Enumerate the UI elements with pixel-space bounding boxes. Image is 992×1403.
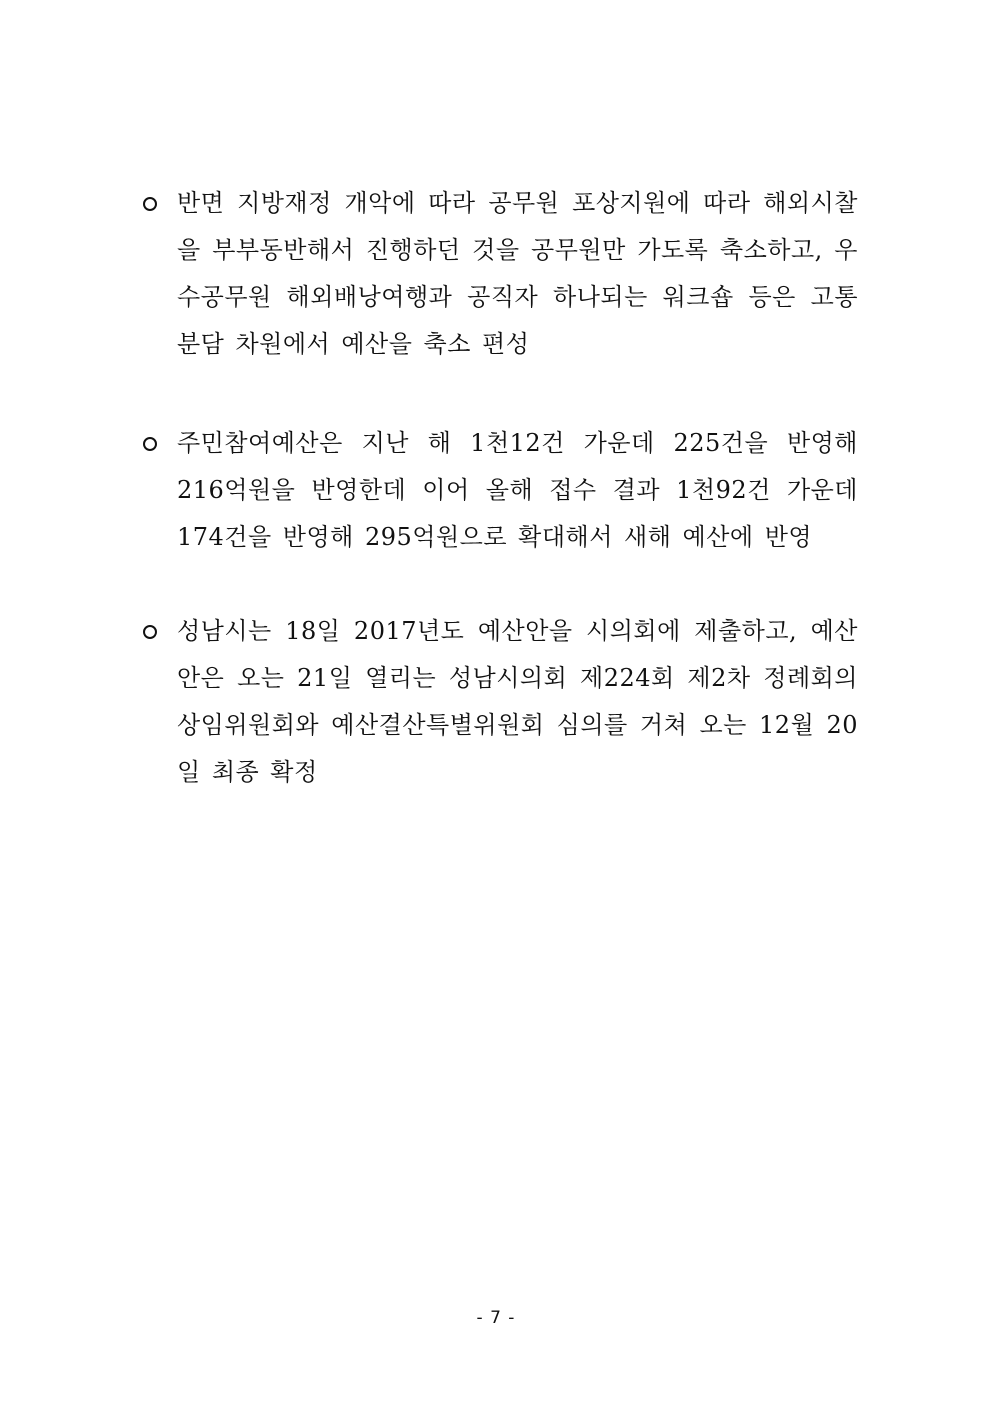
bullet-text: 주민참여예산은 지난 해 1천12건 가운데 225건을 반영해 216억원을 반영한데 이어 올해 접수 결과 1천92건 가운데 174건을 반영해 295억원으로 확대해서 새해 예산에 반영 [177, 429, 858, 551]
circle-bullet-icon [143, 197, 157, 211]
bullet-item [143, 420, 858, 561]
bullet-item [143, 608, 858, 796]
bullet-text: 성남시는 18일 2017년도 예산안을 시의회에 제출하고, 예산안은 오는 21일 열리는 성남시의회 제224회 제2차 정례회의 상임위원회와 예산결산특별위원회 심의를 거쳐 오는 12월 20일 최종 확정 [177, 617, 858, 786]
page-number: - 7 - [476, 1308, 516, 1328]
circle-bullet-icon [143, 437, 157, 451]
bullet-text: 반면 지방재정 개악에 따라 공무원 포상지원에 따라 해외시찰을 부부동반해서 진행하던 것을 공무원만 가도록 축소하고, 우수공무원 해외배낭여행과 공직자 하나되는 워크숍 등은 고통분담 차원에서 예산을 축소 편성 [177, 189, 858, 358]
circle-bullet-icon [143, 625, 157, 639]
bullet-item [143, 180, 858, 368]
